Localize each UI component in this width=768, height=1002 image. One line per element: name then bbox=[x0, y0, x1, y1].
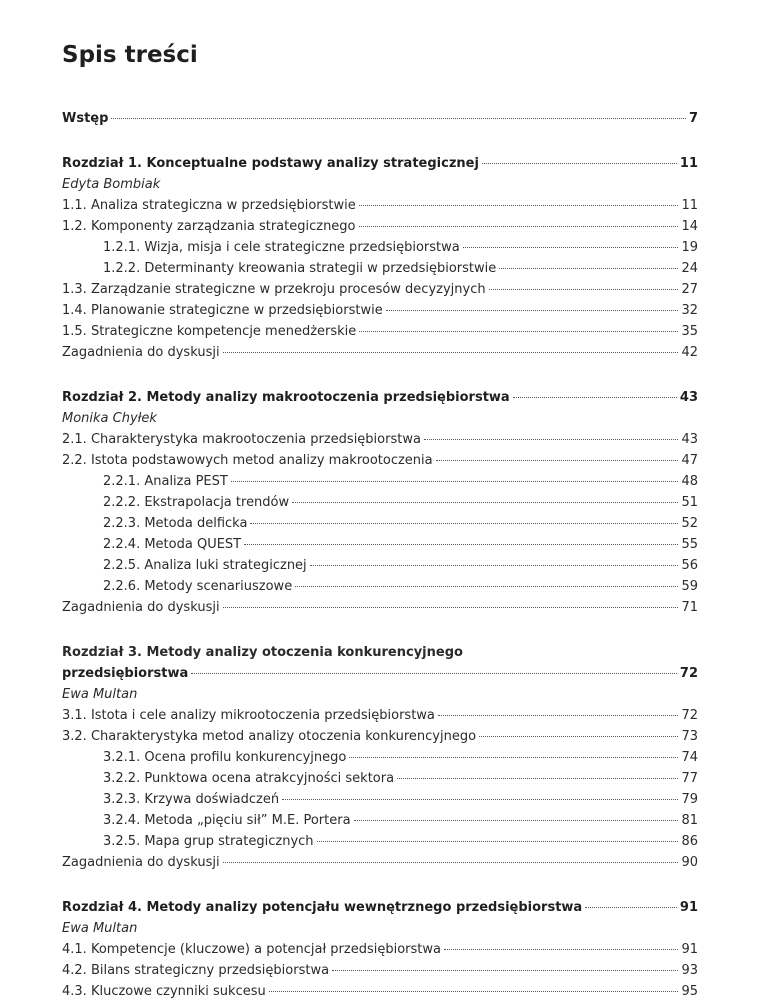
dot-leader bbox=[282, 799, 678, 800]
dot-leader bbox=[269, 991, 679, 992]
dot-leader bbox=[292, 502, 678, 503]
dot-leader bbox=[191, 673, 677, 674]
dot-leader bbox=[317, 841, 679, 842]
toc-entry: 3.1. Istota i cele analizy mikrootoczenia przedsiębiorstwa 72 bbox=[62, 708, 698, 723]
dot-leader bbox=[444, 949, 678, 950]
dot-leader bbox=[513, 397, 677, 398]
chapter-1 bbox=[62, 153, 698, 363]
dot-leader bbox=[332, 970, 678, 971]
toc-entry: 2.2.1. Analiza PEST 48 bbox=[103, 474, 698, 489]
dot-leader bbox=[386, 310, 679, 311]
chapter-title: przedsiębiorstwa 72 bbox=[62, 666, 698, 681]
toc-entry: 2.1. Charakterystyka makrootoczenia przedsiębiorstwa 43 bbox=[62, 432, 698, 447]
dot-leader bbox=[482, 163, 677, 164]
dot-leader bbox=[359, 331, 678, 332]
toc-entry: Zagadnienia do dyskusji 71 bbox=[62, 600, 698, 615]
toc-entry: 2.2. Istota podstawowych metod analizy makrootoczenia 47 bbox=[62, 453, 698, 468]
toc-entry: 4.3. Kluczowe czynniki sukcesu 95 bbox=[62, 984, 698, 999]
toc-entry: 1.2.1. Wizja, misja i cele strategiczne przedsiębiorstwa 19 bbox=[103, 240, 698, 255]
dot-leader bbox=[295, 586, 678, 587]
dot-leader bbox=[359, 205, 679, 206]
dot-leader bbox=[479, 736, 678, 737]
toc-entry: 1.1. Analiza strategiczna w przedsiębiorstwie 11 bbox=[62, 198, 698, 213]
toc-entry: 4.2. Bilans strategiczny przedsiębiorstwa 93 bbox=[62, 963, 698, 978]
toc-entry: 1.2. Komponenty zarządzania strategicznego 14 bbox=[62, 219, 698, 234]
toc-entry: 1.4. Planowanie strategiczne w przedsiębiorstwie 32 bbox=[62, 303, 698, 318]
toc-entry: 1.5. Strategiczne kompetencje menedżerskie 35 bbox=[62, 324, 698, 339]
dot-leader bbox=[349, 757, 678, 758]
dot-leader bbox=[499, 268, 678, 269]
toc-entry: 3.2.4. Metoda „pięciu sił” M.E. Portera 81 bbox=[103, 813, 698, 828]
table-of-contents bbox=[62, 108, 698, 1002]
toc-entry: 2.2.4. Metoda QUEST 55 bbox=[103, 537, 698, 552]
toc-entry: 3.2.3. Krzywa doświadczeń 79 bbox=[103, 792, 698, 807]
dot-leader bbox=[354, 820, 679, 821]
chapter-author: Ewa Multan bbox=[62, 921, 138, 936]
dot-leader bbox=[231, 481, 679, 482]
toc-entry: 2.2.5. Analiza luki strategicznej 56 bbox=[103, 558, 698, 573]
dot-leader bbox=[310, 565, 679, 566]
toc-entry: 1.3. Zarządzanie strategiczne w przekroju procesów decyzyjnych 27 bbox=[62, 282, 698, 297]
chapter-author: Ewa Multan bbox=[62, 687, 138, 702]
chapter-title: Rozdział 4. Metody analizy potencjału wewnętrznego przedsiębiorstwa 91 bbox=[62, 900, 698, 915]
dot-leader bbox=[436, 460, 679, 461]
dot-leader bbox=[223, 862, 679, 863]
toc-entry: Zagadnienia do dyskusji 42 bbox=[62, 345, 698, 360]
chapter-2 bbox=[62, 387, 698, 618]
dot-leader bbox=[223, 352, 679, 353]
toc-entry: 2.2.3. Metoda delficka 52 bbox=[103, 516, 698, 531]
page-title: Spis treści bbox=[62, 42, 198, 68]
toc-entry: 4.1. Kompetencje (kluczowe) a potencjał przedsiębiorstwa 91 bbox=[62, 942, 698, 957]
chapter-author: Edyta Bombiak bbox=[62, 177, 161, 192]
chapter-3 bbox=[62, 642, 698, 873]
toc-entry: 2.2.2. Ekstrapolacja trendów 51 bbox=[103, 495, 698, 510]
toc-entry: 3.2.2. Punktowa ocena atrakcyjności sektora 77 bbox=[103, 771, 698, 786]
toc-entry: 2.2.6. Metody scenariuszowe 59 bbox=[103, 579, 698, 594]
toc-entry: 3.2.5. Mapa grup strategicznych 86 bbox=[103, 834, 698, 849]
dot-leader bbox=[438, 715, 679, 716]
dot-leader bbox=[250, 523, 678, 524]
toc-entry-intro bbox=[62, 108, 698, 129]
dot-leader bbox=[359, 226, 679, 227]
chapter-title: Rozdział 2. Metody analizy makrootoczenia przedsiębiorstwa 43 bbox=[62, 390, 698, 405]
dot-leader bbox=[585, 907, 677, 908]
toc-entry: 1.2.2. Determinanty kreowania strategii w przedsiębiorstwie 24 bbox=[103, 261, 698, 276]
dot-leader bbox=[397, 778, 678, 779]
dot-leader bbox=[223, 607, 679, 608]
dot-leader bbox=[111, 118, 686, 119]
dot-leader bbox=[244, 544, 678, 545]
chapter-title: Rozdział 1. Konceptualne podstawy analizy strategicznej 11 bbox=[62, 156, 698, 171]
toc-entry: Zagadnienia do dyskusji 90 bbox=[62, 855, 698, 870]
chapter-title-line: Rozdział 3. Metody analizy otoczenia konkurencyjnego bbox=[62, 645, 463, 660]
dot-leader bbox=[463, 247, 679, 248]
chapter-4 bbox=[62, 897, 698, 1002]
toc-entry: 3.2.1. Ocena profilu konkurencyjnego 74 bbox=[103, 750, 698, 765]
dot-leader bbox=[489, 289, 679, 290]
entry-page: 7 bbox=[688, 111, 698, 126]
entry-label: Wstęp bbox=[62, 111, 109, 126]
toc-entry: 3.2. Charakterystyka metod analizy otoczenia konkurencyjnego 73 bbox=[62, 729, 698, 744]
dot-leader bbox=[424, 439, 679, 440]
chapter-author: Monika Chyłek bbox=[62, 411, 157, 426]
